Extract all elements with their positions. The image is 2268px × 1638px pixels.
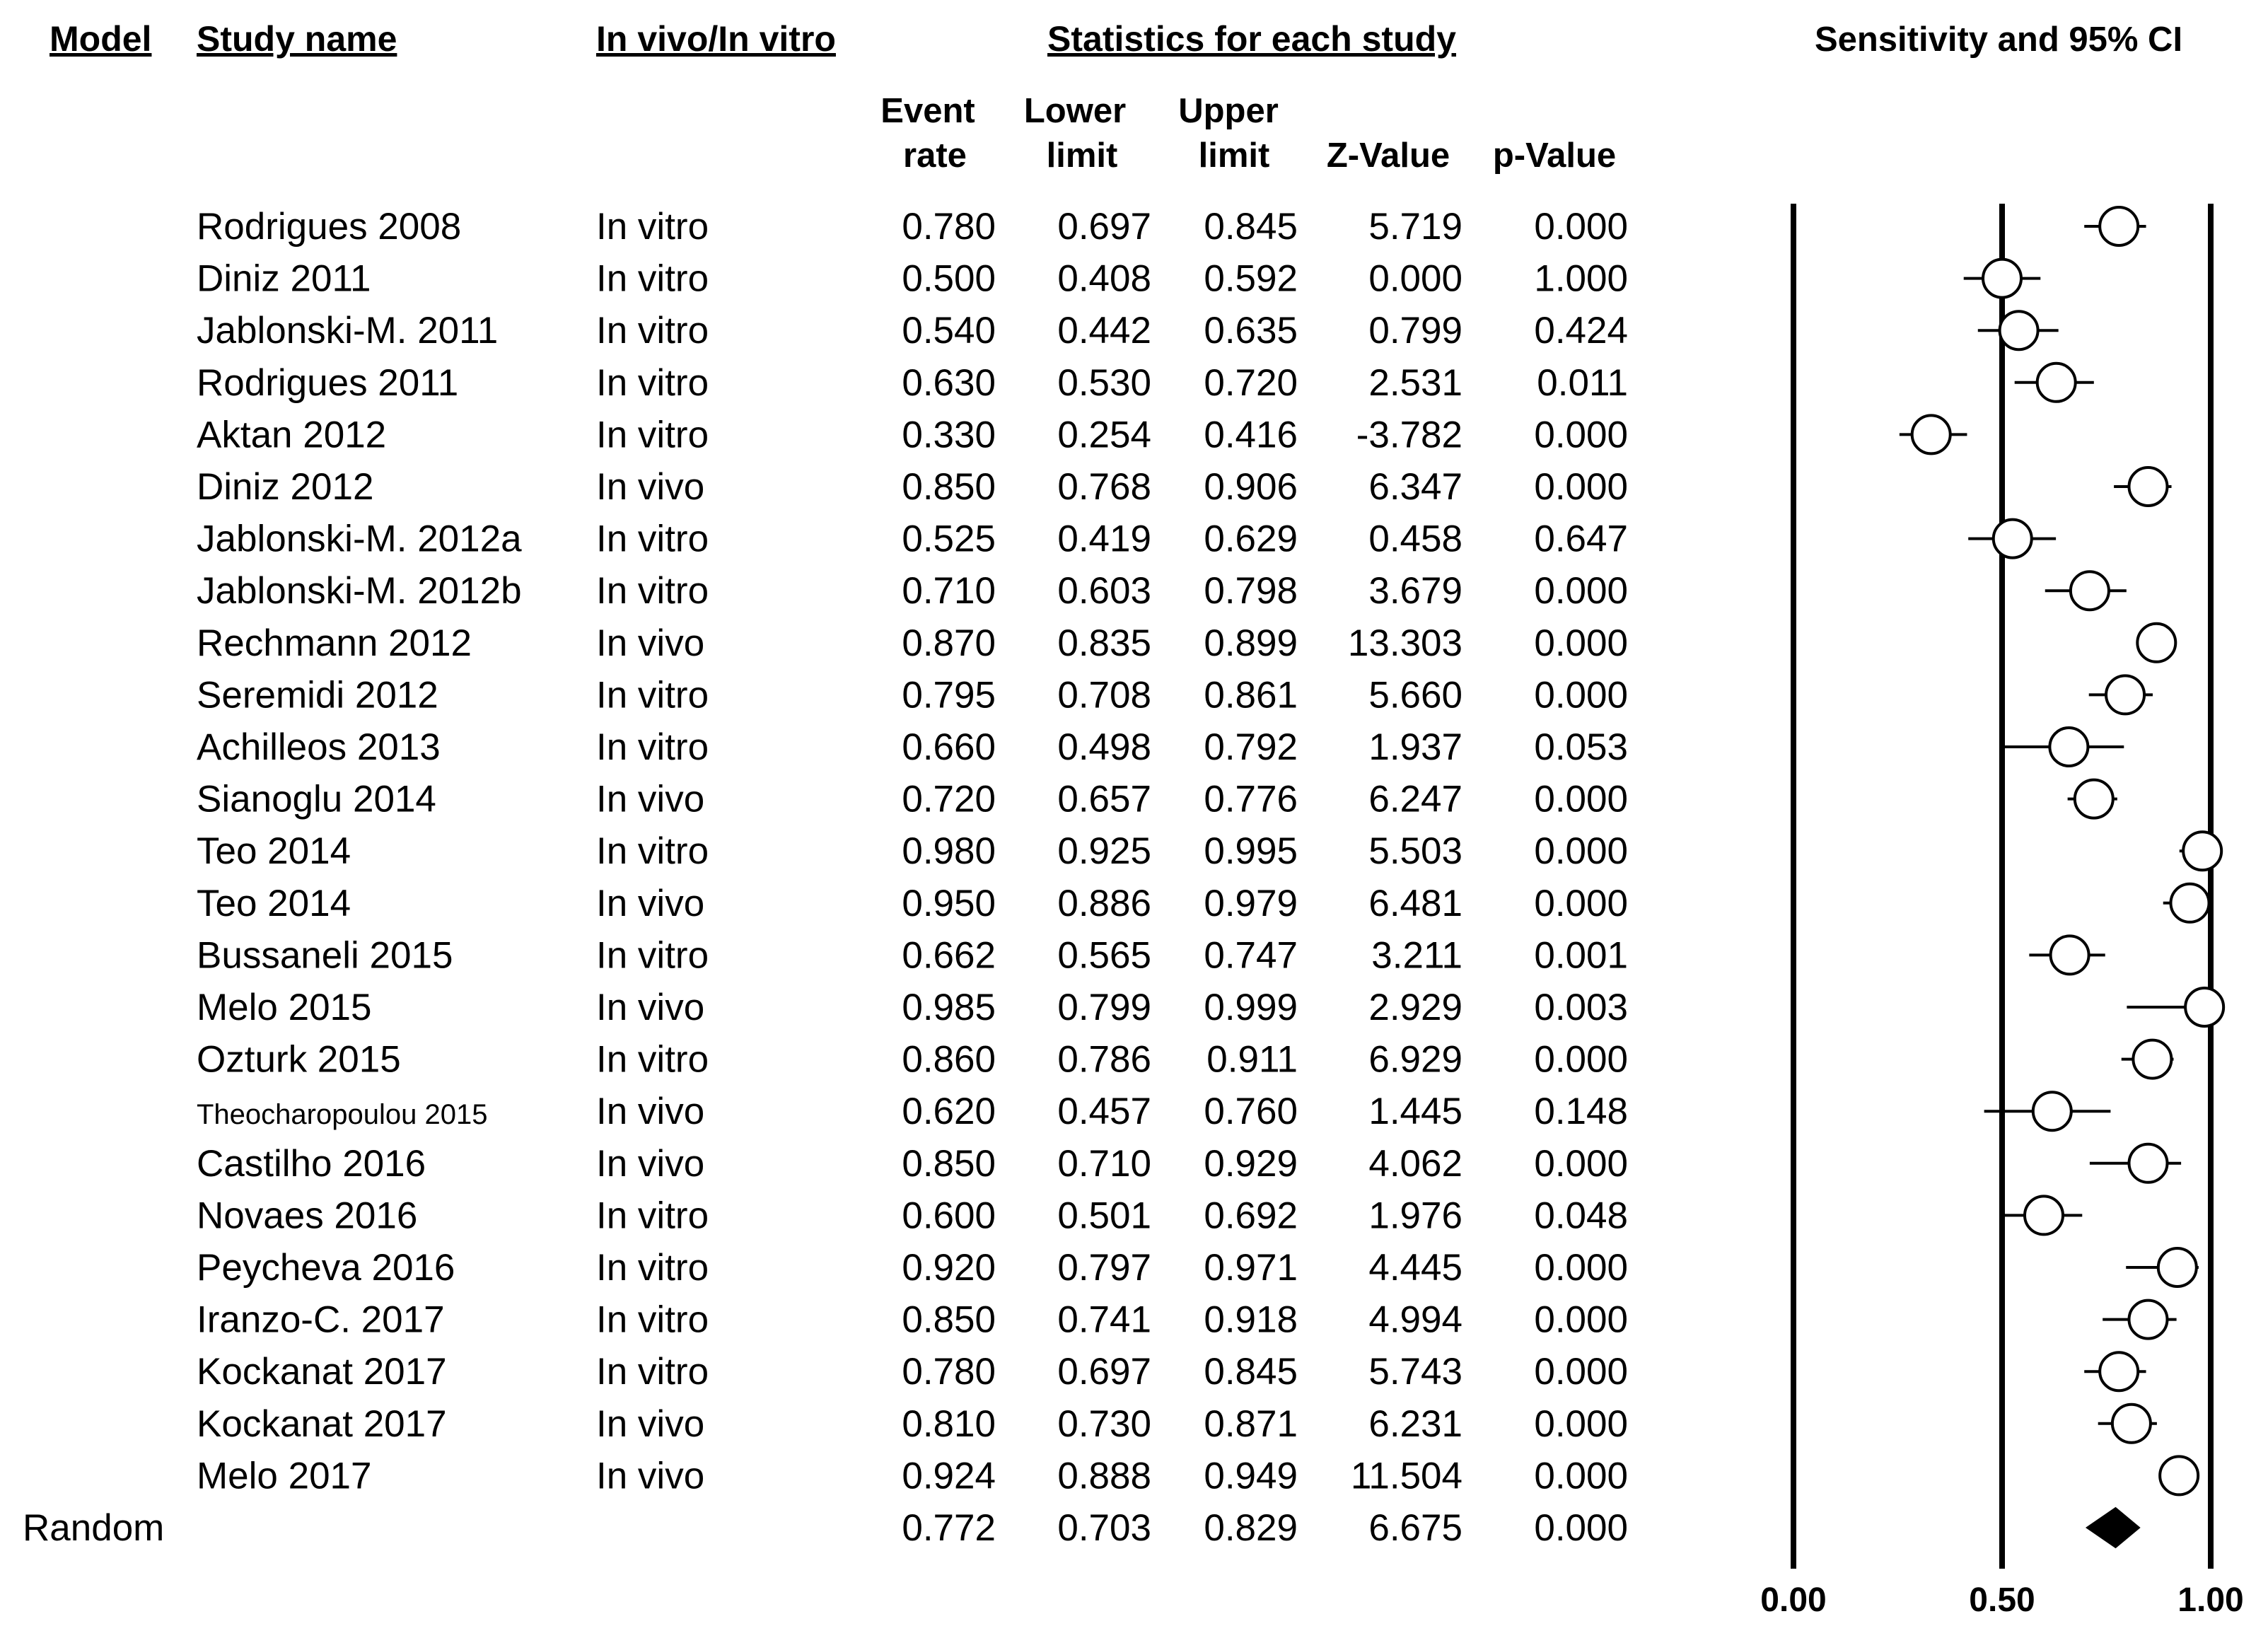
p-value-cell: 0.000 <box>1534 414 1628 456</box>
study-rows <box>23 206 1628 1549</box>
column-headers <box>880 92 1616 175</box>
header-in-vivo-vitro: In vivo/In vitro <box>596 19 836 59</box>
study-marker <box>2103 1301 2176 1339</box>
table-row <box>197 1143 1628 1185</box>
col-header-lower-limit-l1: Lower <box>1023 92 1127 130</box>
study-type: In vivo <box>596 1091 705 1133</box>
study-marker <box>2003 1196 2083 1234</box>
upper-limit-cell: 0.906 <box>1204 466 1298 508</box>
x-tick-label: 0.50 <box>1969 1581 2035 1619</box>
point-estimate <box>2185 988 2223 1026</box>
z-value-cell: 11.504 <box>1350 1455 1462 1497</box>
point-estimate <box>2137 624 2175 662</box>
study-marker <box>2114 467 2171 506</box>
event-rate-cell: 0.850 <box>902 1299 996 1341</box>
upper-limit-cell: 0.918 <box>1204 1299 1298 1341</box>
z-value-cell: 6.347 <box>1368 466 1462 508</box>
study-type: In vitro <box>596 361 709 404</box>
pooled-event-rate: 0.772 <box>902 1507 996 1549</box>
table-row <box>197 622 1628 664</box>
study-type: In vitro <box>596 1195 709 1237</box>
lower-limit-cell: 0.442 <box>1057 310 1151 352</box>
study-type: In vivo <box>596 622 705 664</box>
study-name: Bussaneli 2015 <box>197 934 453 977</box>
upper-limit-cell: 0.692 <box>1204 1195 1298 1237</box>
point-estimate <box>2112 1405 2151 1443</box>
study-marker <box>2015 364 2094 402</box>
event-rate-cell: 0.330 <box>902 414 996 456</box>
header-study-name: Study name <box>197 19 397 59</box>
event-rate-cell: 0.600 <box>902 1195 996 1237</box>
p-value-cell: 0.001 <box>1534 934 1628 977</box>
p-value-cell: 0.424 <box>1534 310 1628 352</box>
z-value-cell: 5.503 <box>1368 830 1462 873</box>
study-marker <box>2127 988 2223 1026</box>
lower-limit-cell: 0.565 <box>1057 934 1151 977</box>
upper-limit-cell: 0.971 <box>1204 1247 1298 1289</box>
p-value-cell: 0.000 <box>1534 570 1628 612</box>
study-marker <box>2163 884 2209 922</box>
p-value-cell: 1.000 <box>1534 257 1628 300</box>
table-row <box>197 1195 1628 1236</box>
z-value-cell: 6.481 <box>1368 882 1462 924</box>
z-value-cell: 0.000 <box>1368 257 1462 300</box>
study-name: Rodrigues 2008 <box>197 206 462 248</box>
table-row <box>197 934 1628 976</box>
table-row <box>197 570 1628 612</box>
lower-limit-cell: 0.886 <box>1057 882 1151 924</box>
z-value-cell: 5.660 <box>1368 674 1462 716</box>
z-value-cell: 0.458 <box>1368 518 1462 560</box>
point-estimate <box>1994 520 2032 558</box>
lower-limit-cell: 0.697 <box>1057 206 1151 248</box>
study-name: Jablonski-M. 2012b <box>197 570 522 612</box>
header-model: Model <box>50 19 152 59</box>
study-name: Teo 2014 <box>197 830 351 873</box>
lower-limit-cell: 0.888 <box>1057 1455 1151 1497</box>
z-value-cell: 1.937 <box>1368 726 1462 768</box>
p-value-cell: 0.000 <box>1534 1455 1628 1497</box>
x-tick-label: 1.00 <box>2177 1581 2244 1619</box>
study-marker <box>2029 936 2105 974</box>
upper-limit-cell: 0.845 <box>1204 206 1298 248</box>
point-estimate <box>1912 415 1950 453</box>
study-marker <box>2084 207 2146 245</box>
upper-limit-cell: 0.899 <box>1204 622 1298 664</box>
study-name: Jablonski-M. 2012a <box>197 518 522 560</box>
z-value-cell: 3.211 <box>1371 934 1462 977</box>
lower-limit-cell: 0.501 <box>1057 1195 1151 1237</box>
pooled-diamond <box>2087 1508 2139 1547</box>
x-tick-label: 0.00 <box>1760 1581 1827 1619</box>
event-rate-cell: 0.662 <box>902 934 996 977</box>
upper-limit-cell: 0.747 <box>1204 934 1298 977</box>
study-name: Iranzo-C. 2017 <box>197 1299 445 1341</box>
z-value-cell: 1.976 <box>1368 1195 1462 1237</box>
p-value-cell: 0.000 <box>1534 1351 1628 1393</box>
p-value-cell: 0.148 <box>1534 1091 1628 1133</box>
study-name: Rechmann 2012 <box>197 622 472 664</box>
table-row <box>197 1039 1628 1081</box>
study-type: In vitro <box>596 674 709 716</box>
study-type: In vitro <box>596 726 709 768</box>
z-value-cell: 6.231 <box>1368 1402 1462 1445</box>
point-estimate <box>2033 1092 2071 1130</box>
point-estimate <box>2158 1248 2197 1286</box>
event-rate-cell: 0.540 <box>902 310 996 352</box>
table-row <box>197 1455 1628 1497</box>
event-rate-cell: 0.920 <box>902 1247 996 1289</box>
study-name: Diniz 2012 <box>197 466 374 508</box>
study-type: In vitro <box>596 310 709 352</box>
z-value-cell: 3.679 <box>1368 570 1462 612</box>
z-value-cell: 4.445 <box>1368 1247 1462 1289</box>
col-header-event-rate-l2: rate <box>903 136 967 175</box>
upper-limit-cell: 0.929 <box>1204 1142 1298 1185</box>
p-value-cell: 0.000 <box>1534 466 1628 508</box>
point-estimate <box>1983 260 2021 298</box>
study-marker <box>2160 1456 2198 1494</box>
event-rate-cell: 0.850 <box>902 466 996 508</box>
header-statistics: Statistics for each study <box>1047 19 1456 59</box>
study-marker <box>1978 311 2059 349</box>
event-rate-cell: 0.924 <box>902 1455 996 1497</box>
table-row <box>197 779 1628 820</box>
upper-limit-cell: 0.592 <box>1204 257 1298 300</box>
point-estimate <box>2025 1196 2063 1234</box>
lower-limit-cell: 0.530 <box>1057 361 1151 404</box>
upper-limit-cell: 0.798 <box>1204 570 1298 612</box>
study-type: In vivo <box>596 1455 705 1497</box>
point-estimate <box>2037 364 2076 402</box>
study-type: In vitro <box>596 1299 709 1341</box>
lower-limit-cell: 0.797 <box>1057 1247 1151 1289</box>
study-type: In vitro <box>596 206 709 248</box>
p-value-cell: 0.000 <box>1534 1402 1628 1445</box>
study-name: Melo 2017 <box>197 1455 372 1497</box>
study-type: In vivo <box>596 466 705 508</box>
p-value-cell: 0.011 <box>1537 361 1628 404</box>
event-rate-cell: 0.950 <box>902 882 996 924</box>
z-value-cell: 5.743 <box>1368 1351 1462 1393</box>
study-name: Kockanat 2017 <box>197 1351 447 1393</box>
event-rate-cell: 0.780 <box>902 1351 996 1393</box>
z-value-cell: 13.303 <box>1347 622 1462 664</box>
study-type: In vitro <box>596 518 709 560</box>
point-estimate <box>2000 311 2038 349</box>
upper-limit-cell: 0.949 <box>1204 1455 1298 1497</box>
study-name: Aktan 2012 <box>197 414 387 456</box>
study-type: In vitro <box>596 257 709 300</box>
upper-limit-cell: 0.416 <box>1204 414 1298 456</box>
point-estimate <box>2133 1040 2171 1079</box>
lower-limit-cell: 0.498 <box>1057 726 1151 768</box>
z-value-cell: 6.929 <box>1368 1038 1462 1081</box>
p-value-cell: 0.000 <box>1534 622 1628 664</box>
study-type: In vitro <box>596 1038 709 1081</box>
pooled-p-value: 0.000 <box>1534 1507 1628 1549</box>
event-rate-cell: 0.985 <box>902 987 996 1028</box>
study-marker <box>1968 520 2056 558</box>
p-value-cell: 0.000 <box>1534 1142 1628 1185</box>
table-row <box>197 362 1628 404</box>
z-value-cell: 0.799 <box>1368 310 1462 352</box>
z-value-cell: 4.994 <box>1368 1299 1462 1341</box>
study-marker <box>1964 260 2041 298</box>
lower-limit-cell: 0.408 <box>1057 257 1151 300</box>
study-name: Peycheva 2016 <box>197 1247 455 1289</box>
z-value-cell: 4.062 <box>1368 1142 1462 1185</box>
lower-limit-cell: 0.730 <box>1057 1402 1151 1445</box>
study-marker <box>2180 832 2221 870</box>
z-value-cell: 2.531 <box>1368 361 1462 404</box>
study-name: Teo 2014 <box>197 882 351 924</box>
study-name: Sianoglu 2014 <box>197 778 436 820</box>
pooled-z-value: 6.675 <box>1368 1507 1462 1549</box>
table-row <box>197 466 1628 508</box>
study-type: In vivo <box>596 778 705 820</box>
table-row <box>197 414 1628 455</box>
study-name: Rodrigues 2011 <box>197 361 459 404</box>
event-rate-cell: 0.500 <box>902 257 996 300</box>
p-value-cell: 0.000 <box>1534 206 1628 248</box>
p-value-cell: 0.000 <box>1534 830 1628 873</box>
table-row <box>197 258 1628 300</box>
col-header-event-rate-l1: Event <box>880 92 975 130</box>
table-row <box>197 518 1628 560</box>
lower-limit-cell: 0.786 <box>1057 1038 1151 1081</box>
event-rate-cell: 0.850 <box>902 1142 996 1185</box>
upper-limit-cell: 0.861 <box>1204 674 1298 716</box>
table-row <box>197 674 1628 716</box>
study-name: Diniz 2011 <box>197 257 371 300</box>
study-type: In vitro <box>596 934 709 977</box>
p-value-cell: 0.053 <box>1534 726 1628 768</box>
upper-limit-cell: 0.629 <box>1204 518 1298 560</box>
point-estimate <box>2183 832 2221 870</box>
lower-limit-cell: 0.768 <box>1057 466 1151 508</box>
upper-limit-cell: 0.792 <box>1204 726 1298 768</box>
p-value-cell: 0.000 <box>1534 1038 1628 1081</box>
upper-limit-cell: 0.979 <box>1204 882 1298 924</box>
event-rate-cell: 0.870 <box>902 622 996 664</box>
event-rate-cell: 0.710 <box>902 570 996 612</box>
table-row <box>197 883 1628 924</box>
lower-limit-cell: 0.799 <box>1057 987 1151 1028</box>
point-estimate <box>2129 467 2168 506</box>
study-name: Seremidi 2012 <box>197 674 438 716</box>
col-header-upper-limit-l1: Upper <box>1178 92 1279 130</box>
lower-limit-cell: 0.697 <box>1057 1351 1151 1393</box>
event-rate-cell: 0.780 <box>902 206 996 248</box>
event-rate-cell: 0.810 <box>902 1402 996 1445</box>
lower-limit-cell: 0.657 <box>1057 778 1151 820</box>
upper-limit-cell: 0.995 <box>1204 830 1298 873</box>
lower-limit-cell: 0.925 <box>1057 830 1151 873</box>
table-row <box>197 1247 1628 1289</box>
point-estimate <box>2160 1456 2198 1494</box>
lower-limit-cell: 0.254 <box>1057 414 1151 456</box>
col-header-upper-limit-l2: limit <box>1198 136 1270 175</box>
table-row <box>197 1091 1628 1132</box>
p-value-cell: 0.000 <box>1534 882 1628 924</box>
point-estimate <box>2051 936 2089 974</box>
table-row <box>197 310 1628 352</box>
study-type: In vitro <box>596 1351 709 1393</box>
forest-plot <box>1760 204 2243 1619</box>
study-name: Achilleos 2013 <box>197 726 441 768</box>
p-value-cell: 0.000 <box>1534 1247 1628 1289</box>
study-name: Theocharopoulou 2015 <box>197 1099 488 1131</box>
study-name: Jablonski-M. 2011 <box>197 310 499 352</box>
study-name: Castilho 2016 <box>197 1142 426 1185</box>
col-header-z-value: Z-Value <box>1326 136 1450 175</box>
table-row <box>197 1351 1628 1393</box>
upper-limit-cell: 0.911 <box>1206 1038 1298 1081</box>
study-type: In vitro <box>596 1247 709 1289</box>
study-marker <box>2045 571 2127 610</box>
upper-limit-cell: 0.845 <box>1204 1351 1298 1393</box>
z-value-cell: 1.445 <box>1368 1091 1462 1133</box>
table-row <box>197 830 1628 872</box>
col-header-p-value: p-Value <box>1492 136 1617 175</box>
study-name: Novaes 2016 <box>197 1195 418 1237</box>
study-marker <box>2068 780 2117 818</box>
pooled-lower-limit: 0.703 <box>1057 1507 1151 1549</box>
study-marker <box>2001 728 2124 766</box>
study-type: In vivo <box>596 1402 705 1445</box>
study-marker <box>2126 1248 2199 1286</box>
upper-limit-cell: 0.720 <box>1204 361 1298 404</box>
point-estimate <box>2071 571 2109 610</box>
study-marker <box>2122 1040 2174 1079</box>
study-type: In vitro <box>596 414 709 456</box>
study-type: In vivo <box>596 1142 705 1185</box>
study-type: In vivo <box>596 882 705 924</box>
event-rate-cell: 0.795 <box>902 674 996 716</box>
point-estimate <box>2049 728 2088 766</box>
lower-limit-cell: 0.708 <box>1057 674 1151 716</box>
lower-limit-cell: 0.603 <box>1057 570 1151 612</box>
table-row <box>197 1299 1628 1341</box>
p-value-cell: 0.000 <box>1534 674 1628 716</box>
event-rate-cell: 0.620 <box>902 1091 996 1133</box>
upper-limit-cell: 0.999 <box>1204 987 1298 1028</box>
event-rate-cell: 0.660 <box>902 726 996 768</box>
z-value-cell: 5.719 <box>1368 206 1462 248</box>
study-marker <box>2089 675 2153 714</box>
study-marker <box>2137 624 2175 662</box>
pooled-row <box>23 1507 1628 1549</box>
point-estimate <box>2171 884 2209 922</box>
lower-limit-cell: 0.419 <box>1057 518 1151 560</box>
study-marker <box>1900 415 1967 453</box>
study-marker <box>2084 1352 2146 1390</box>
event-rate-cell: 0.980 <box>902 830 996 873</box>
study-marker <box>2098 1405 2157 1443</box>
p-value-cell: 0.003 <box>1534 987 1628 1028</box>
upper-limit-cell: 0.635 <box>1204 310 1298 352</box>
pooled-upper-limit: 0.829 <box>1204 1507 1298 1549</box>
table-row <box>197 726 1628 768</box>
z-value-cell: -3.782 <box>1356 414 1462 456</box>
point-estimate <box>2106 675 2144 714</box>
event-rate-cell: 0.525 <box>902 518 996 560</box>
event-rate-cell: 0.860 <box>902 1038 996 1081</box>
p-value-cell: 0.647 <box>1534 518 1628 560</box>
p-value-cell: 0.000 <box>1534 1299 1628 1341</box>
table-row <box>197 206 1628 248</box>
table-row <box>197 987 1628 1028</box>
lower-limit-cell: 0.835 <box>1057 622 1151 664</box>
z-value-cell: 2.929 <box>1368 987 1462 1028</box>
point-estimate <box>2100 1352 2138 1390</box>
study-name: Ozturk 2015 <box>197 1038 401 1081</box>
study-name: Kockanat 2017 <box>197 1402 447 1445</box>
point-estimate <box>2129 1144 2168 1183</box>
study-name: Melo 2015 <box>197 987 372 1028</box>
study-type: In vitro <box>596 830 709 873</box>
col-header-lower-limit-l2: limit <box>1046 136 1118 175</box>
point-estimate <box>2100 207 2138 245</box>
p-value-cell: 0.048 <box>1534 1195 1628 1237</box>
z-value-cell: 6.247 <box>1368 778 1462 820</box>
study-type: In vivo <box>596 987 705 1028</box>
study-type: In vitro <box>596 570 709 612</box>
lower-limit-cell: 0.741 <box>1057 1299 1151 1341</box>
upper-limit-cell: 0.871 <box>1204 1402 1298 1445</box>
event-rate-cell: 0.630 <box>902 361 996 404</box>
table-row <box>197 1403 1628 1445</box>
lower-limit-cell: 0.710 <box>1057 1142 1151 1185</box>
study-marker <box>2090 1144 2181 1183</box>
upper-limit-cell: 0.776 <box>1204 778 1298 820</box>
point-estimate <box>2129 1301 2168 1339</box>
p-value-cell: 0.000 <box>1534 778 1628 820</box>
plot-title: Sensitivity and 95% CI <box>1814 21 2183 59</box>
event-rate-cell: 0.720 <box>902 778 996 820</box>
point-estimate <box>2075 780 2113 818</box>
pooled-model-label: Random <box>23 1507 165 1549</box>
lower-limit-cell: 0.457 <box>1057 1091 1151 1133</box>
upper-limit-cell: 0.760 <box>1204 1091 1298 1133</box>
